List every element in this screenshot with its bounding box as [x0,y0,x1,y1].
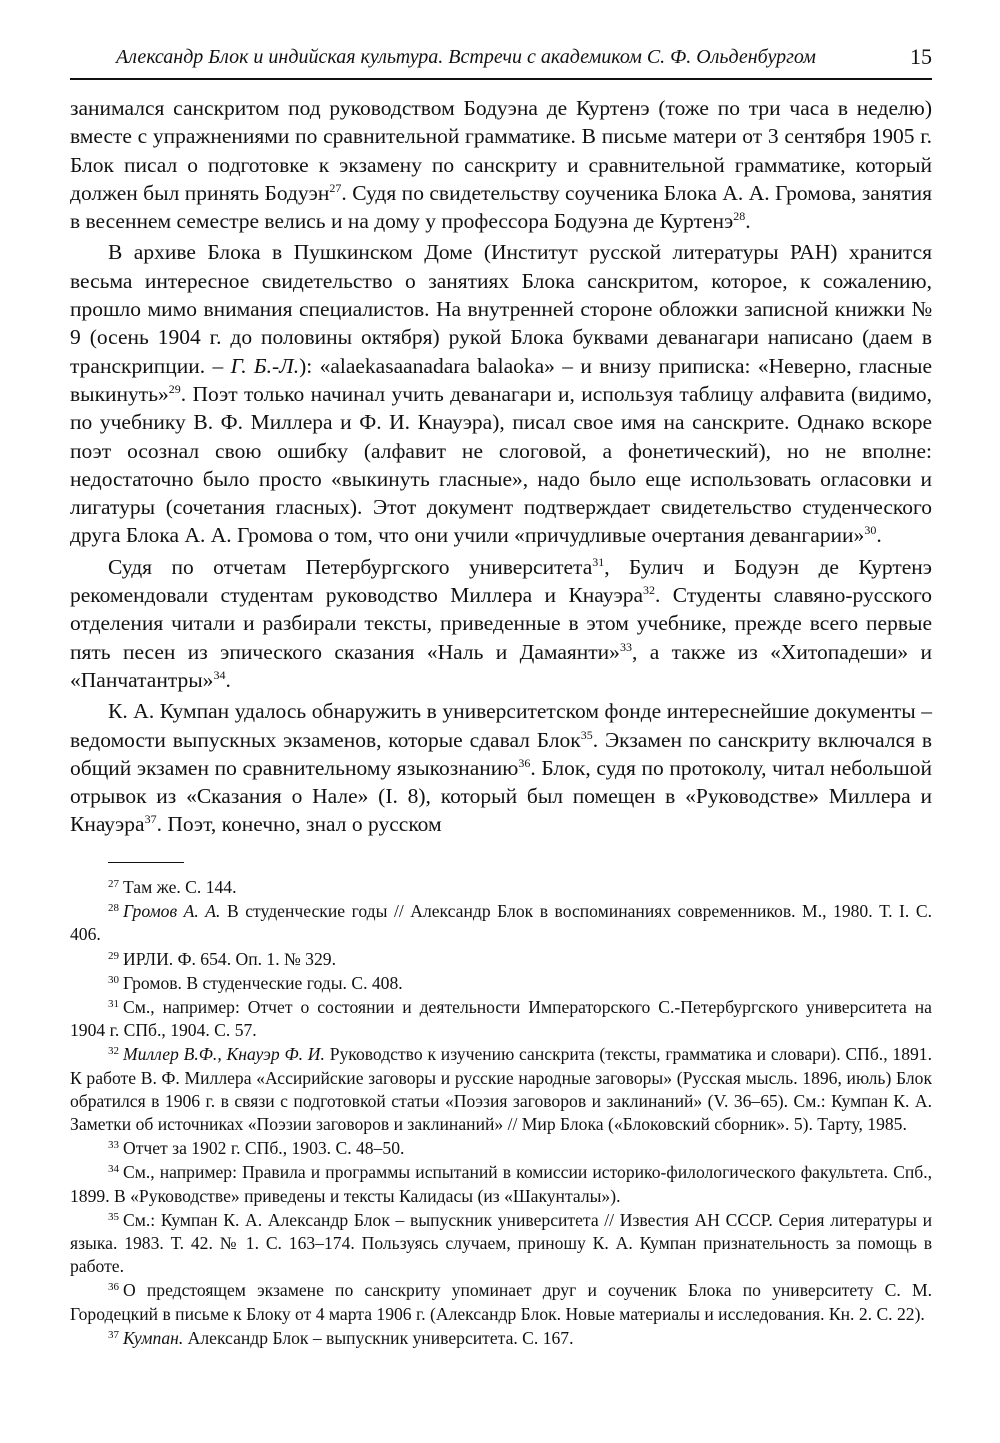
footnote-31 [70,996,932,1042]
text-run: . Экзамен по санскриту включался в общий экзамен по сравнительному языкознанию [70,727,932,780]
footnote-text: ИРЛИ. Ф. 654. Оп. 1. № 329. [123,948,336,969]
text-run: . [876,523,882,548]
text-run: . Блок, судя по протоколу, читал небольшой отрывок из «Сказания о Нале» (I. 8), который был помещен в «Руководстве» Миллера и Кнауэра [70,755,932,837]
footnote-ref: 27 [329,180,342,195]
footnote-30 [70,972,932,995]
footnote-author: Кумпан. [123,1327,184,1348]
footnote-text: О предстоящем экзамене по санскриту упоминает друг и соученик Блока по университету С. М. Городецкий в письме к Блоку от 4 марта 1906 г. (Александр Блок. Новые материалы и исследования. Кн. 2. С. 22). [70,1280,932,1324]
footnote-35 [70,1209,932,1279]
running-title: Александр Блок и индийская культура. Встречи с академиком С. Ф. Ольденбургом [116,46,816,68]
text-run: занимался санскритом под руководством Бодуэна де Куртенэ (тоже по три часа в неделю) вместе с упражнениями по сравнительной грамматике. В письме матери от 3 сентября 1905 г. Блок писал о подготовке к экзамену по санскриту и сравнительной грамматике, который должен был принять Бодуэн [70,96,932,205]
text-run: К. А. Кумпан удалось обнаружить в университетском фонде интереснейшие документы – ведомости выпускных экзаменов, которые сдавал Блок [70,699,932,752]
text-run: ): «alaekasaanadara balaoka» – и внизу приписка: «Неверно, гласные выкинуть» [70,353,933,406]
text-run: . [745,209,751,234]
footnote-text: Руководство к изучению санскрита (тексты, грамматика и словари). СПб., 1891. К работе В. Ф. Миллера «Ассирийские заговоры и русские народные заговоры» (Русская мысль. 1896, июль) Блок обратился в 1906 г. в связи с подготовкой статьи «Поэзия заговоров и заклинаний» (V. 36–65). См.: Кумпан К. А. Заметки об источниках «Поэзии заговоров и заклинаний» // Мир Блока («Блоковский сборник». 5). Тарту, 1985. [70,1044,932,1135]
footnote-number: 27 [108,878,119,890]
footnote-37 [70,1327,932,1350]
footnote-number: 34 [108,1163,119,1176]
footnote-text: См.: Кумпан К. А. Александр Блок – выпускник университета // Известия АН СССР. Серия литературы и языка. 1983. Т. 42. № 1. С. 163–174. Пользуясь случаем, приношу К. А. Кумпан признательность за помощь в работе. [70,1209,932,1277]
footnote-27 [70,876,932,899]
footnote-ref: 36 [518,755,531,770]
footnote-ref: 30 [864,523,877,538]
footnotes [70,876,932,1351]
footnote-text: См., например: Правила и программы испытаний в комиссии историко-филологического факультета. Спб., 1899. В «Руководстве» приведены и тексты Калидасы (из «Шакунталы»). [70,1162,932,1206]
footnote-text: См., например: Отчет о состоянии и деятельности Императорского С.-Петербургского университета на 1904 г. СПб., 1904. С. 57. [70,997,932,1041]
footnote-33 [70,1137,932,1160]
text-run: . Студенты славяно-русского отделения читали и разбирали тексты, приведенные в этом учебнике, прежде всего первые пять песен из эпического сказания «Наль и Дамаянти» [70,583,932,664]
footnote-32 [70,1043,932,1136]
text-run: Судя по отчетам Петербургского университета [108,554,593,579]
footnote-text: В студенческие годы // Александр Блок в воспоминаниях современников. М., 1980. Т. I. С. 406. [70,901,932,945]
footnote-number: 31 [108,998,119,1011]
footnote-number: 30 [108,973,119,986]
footnote-number: 32 [108,1045,119,1058]
footnote-29 [70,948,932,971]
footnote-divider [108,862,184,863]
footnote-number: 36 [108,1281,119,1294]
footnote-author: Миллер В.Ф., Кнауэр Ф. И. [123,1044,325,1065]
text-run: . Поэт только начинал учить деванагари и, используя таблицу алфавита (видимо, по учебнику В. Ф. Миллера и Ф. И. Кнауэра), писал свое имя на санскрите. Однако вскоре поэт осознал свою ошибку (алфавит не слоговой, а фонетический), но не вполне: недостаточно было просто «выкинуть гласные», надо было еще использовать огласовки и лигатуры (сочетания гласных). Этот документ подтверждает свидетельство студенческого друга Блока А. А. Громова о том, что они учили «причудливые очертания девангарии» [70,381,932,548]
footnote-ref: 34 [213,667,226,682]
text-run: , Булич и Бодуэн де Куртенэ рекомендовали студентам руководство Миллера и Кнауэра [70,554,932,608]
paragraph-3 [70,553,932,694]
footnote-number: 28 [108,902,119,915]
paragraph-2 [70,238,932,549]
main-text [70,94,932,842]
text-run: . Поэт, конечно, знал о русском [156,812,442,837]
footnote-ref: 32 [643,583,656,598]
author-initials: Г. Б.-Л. [230,353,300,378]
footnote-text: Там же. С. 144. [123,877,237,897]
text-run: . [225,667,231,692]
paragraph-1 [70,94,932,235]
footnote-text: Громов. В студенческие годы. С. 408. [123,972,403,993]
footnote-number: 29 [108,949,119,962]
footnote-author: Громов А. А. [123,901,221,922]
footnote-28 [70,900,932,946]
footnote-text: Александр Блок – выпускник университета. С. 167. [183,1327,574,1348]
page-number: 15 [910,44,932,69]
footnote-ref: 33 [619,639,632,654]
page-header [70,40,932,80]
footnote-ref: 31 [592,554,605,569]
text-run: . Судя по свидетельству соученика Блока А. А. Громова, занятия в весеннем семестре велись и на дому у профессора Бодуэна де Куртенэ [70,180,932,234]
footnote-ref: 35 [580,727,593,742]
text-run: В архиве Блока в Пушкинском Доме (Институт русской литературы РАН) хранится весьма интересное свидетельство о занятиях Блока санскритом, которое, к сожалению, прошло мимо внимания специалистов. На внутренней стороне обложки записной книжки № 9 (осень 1904 г. до половины октября) рукой Блока буквами деванагари написано (даем в транскрипции. – [70,240,932,378]
footnote-36 [70,1279,932,1325]
footnote-ref: 28 [733,209,746,224]
footnote-ref: 37 [144,812,157,827]
footnote-number: 37 [108,1328,119,1341]
footnote-text: Отчет за 1902 г. СПб., 1903. С. 48–50. [123,1138,405,1159]
paragraph-4 [70,697,932,838]
footnote-number: 35 [108,1210,119,1223]
footnote-number: 33 [108,1139,119,1152]
text-run: , а также из «Хитопадеши» и «Панчатантры» [70,639,932,692]
footnote-ref: 29 [168,381,181,396]
footnote-34 [70,1161,932,1207]
